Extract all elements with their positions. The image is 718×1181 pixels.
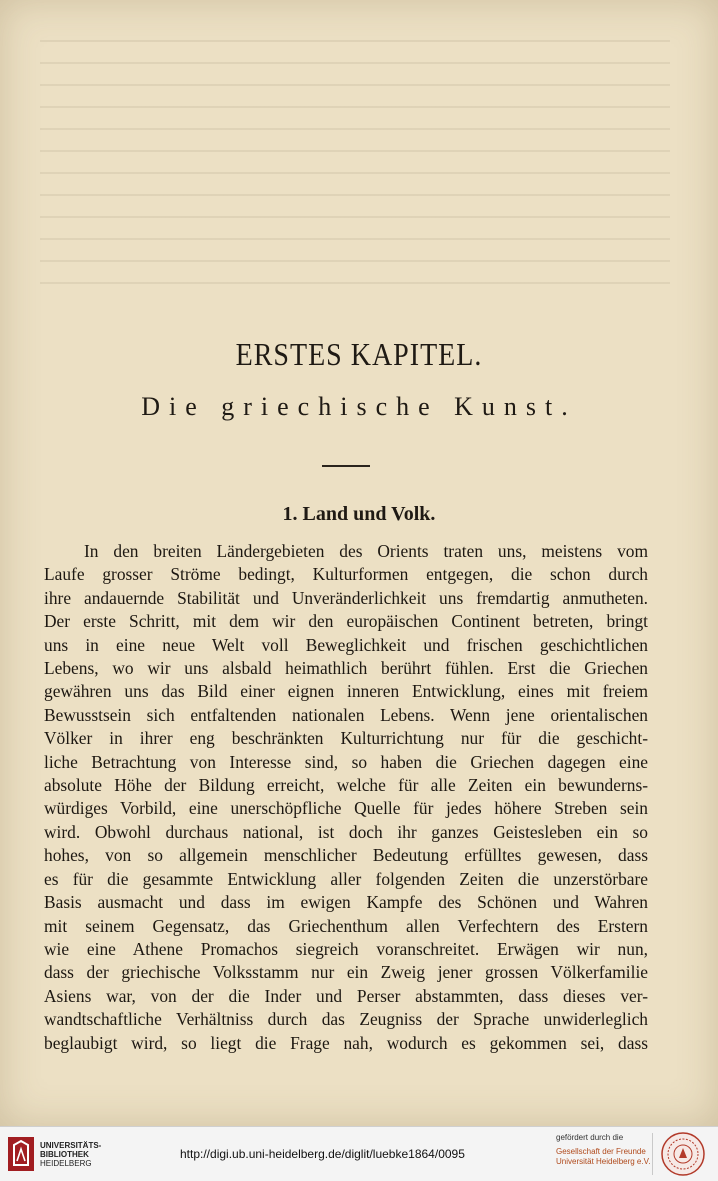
section-heading: 1. Land und Volk. bbox=[282, 503, 436, 525]
text-line: Völker in ihrer eng beschränkten Kulturrichtung nur für die geschicht- bbox=[44, 728, 648, 749]
text-line: würdiges Vorbild, eine unerschöpfliche Quelle für jedes höhere Streben sein bbox=[44, 798, 648, 819]
text-line: absolute Höhe der Bildung erreicht, welche für alle Zeiten ein bewunderns- bbox=[44, 775, 648, 796]
library-logo-icon[interactable] bbox=[8, 1137, 34, 1171]
library-name bbox=[40, 1141, 101, 1168]
sponsor-label: gefördert durch die bbox=[556, 1133, 624, 1142]
footer-divider bbox=[652, 1133, 653, 1175]
library-name-line: BIBLIOTHEK bbox=[40, 1150, 89, 1159]
text-line: Der erste Schritt, mit dem wir den europäischen Continent betreten, bringt bbox=[44, 611, 648, 632]
chapter-subtitle: Die griechische Kunst. bbox=[141, 392, 577, 421]
show-through-texture bbox=[40, 40, 670, 300]
text-line: gewähren uns das Bild einer eignen inneren Entwicklung, eines mit freiem bbox=[44, 681, 648, 702]
text-line: wandtschaftliche Verhältniss durch das Zeugniss der Sprache unwiderleglich bbox=[44, 1009, 648, 1030]
text-line: hohes, von so allgemein menschlicher Bedeutung erfülltes gewesen, dass bbox=[44, 845, 648, 866]
sponsor-name-line: Gesellschaft der Freunde bbox=[556, 1147, 646, 1156]
text-line: ihre andauernde Stabilität und Unveränderlichkeit uns fremdartig anmutheten. bbox=[44, 587, 648, 608]
chapter-heading: ERSTES KAPITEL. bbox=[235, 338, 483, 373]
footer-bar bbox=[0, 1126, 718, 1181]
text-line: dass der griechische Volksstamm nur ein Zweig jener grossen Völkerfamilie bbox=[44, 962, 648, 983]
text-line: Laufe grosser Ströme bedingt, Kulturformen entgegen, die schon durch bbox=[44, 564, 648, 585]
text-line: beglaubigt wird, so liegt die Frage nah, wodurch es gekommen sei, dass bbox=[44, 1032, 648, 1053]
university-seal-icon bbox=[660, 1131, 706, 1177]
text-line: es für die gesammte Entwicklung aller folgenden Zeiten die unzerstörbare bbox=[44, 868, 648, 889]
text-line: Basis ausmacht und dass im ewigen Kampfe des Schönen und Wahren bbox=[44, 892, 648, 913]
sponsor-name[interactable] bbox=[556, 1147, 650, 1167]
library-name-line: HEIDELBERG bbox=[40, 1159, 92, 1168]
text-line: Asiens war, von der die Inder und Perser abstammten, dass dieses ver- bbox=[44, 985, 648, 1006]
text-line: In den breiten Ländergebieten des Orients traten uns, meistens vom bbox=[84, 541, 648, 561]
text-line: liche Betrachtung von Interesse sind, so haben die Griechen dagegen eine bbox=[44, 751, 648, 772]
text-line: Lebens, wo wir uns alsbald heimathlich berührt fühlen. Erst die Griechen bbox=[44, 658, 648, 679]
sponsor-name-line: Universität Heidelberg e.V. bbox=[556, 1157, 651, 1166]
library-name-line: UNIVERSITÄTS- bbox=[40, 1141, 102, 1150]
body-paragraph bbox=[44, 540, 648, 1055]
text-line: wird. Obwohl durchaus national, ist doch ihr ganzes Geistesleben ein so bbox=[44, 821, 648, 842]
heading-rule bbox=[322, 465, 370, 467]
permalink-url[interactable]: http://digi.ub.uni-heidelberg.de/diglit/luebke1864/0095 bbox=[180, 1147, 465, 1161]
text-line: mit seinem Gegensatz, das Griechenthum allen Verfechtern des Erstern bbox=[44, 915, 648, 936]
text-line: Bewusstsein sich entfaltenden nationalen Lebens. Wenn jene orientalischen bbox=[44, 704, 648, 725]
text-line: wie eine Athene Promachos siegreich voranschreitet. Erwägen wir nun, bbox=[44, 938, 648, 959]
text-line: uns in eine neue Welt voll Beweglichkeit und frischen geschichtlichen bbox=[44, 634, 648, 655]
